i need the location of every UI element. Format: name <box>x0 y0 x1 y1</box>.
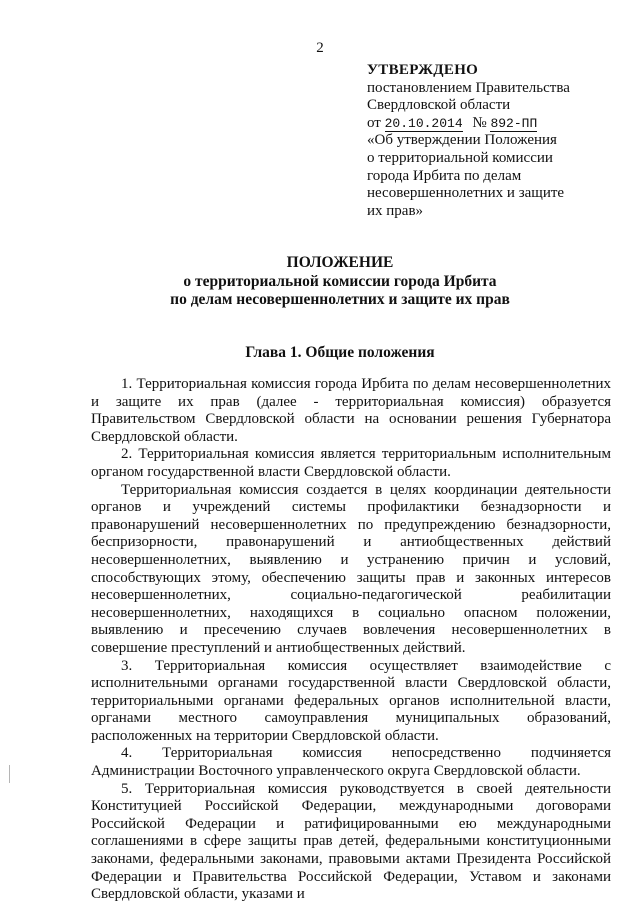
approval-number: 892-ПП <box>490 115 538 131</box>
number-prefix: № <box>472 114 487 131</box>
approval-title: УТВЕРЖДЕНО <box>367 62 479 78</box>
chapter-heading: Глава 1. Общие положения <box>245 344 435 361</box>
date-prefix: от <box>367 114 381 131</box>
paragraph-4: 4. Территориальная комиссия непосредственно подчиняется Администрации Восточного управленческого округа Свердловской области. <box>91 745 611 780</box>
document-subtitle-1: о территориальной комиссии города Ирбита <box>183 273 497 290</box>
approval-quote-3: города Ирбита по делам <box>367 167 522 184</box>
paragraph-3: 3. Территориальная комиссия осуществляет взаимодействие с исполнительными органами государственной власти Свердловской области, территориальными органами федеральных органов исполнительной власти, органами местного самоуправления муниципальных образований, расположенных на территории Свердловской области. <box>91 657 611 744</box>
paragraph-2-continued: Территориальная комиссия создается в целях координации деятельности органов и учреждений системы профилактики безнадзорности и правонарушений несовершеннолетних по предупреждению безнадзорности, беспризорности, правонарушений и антиобщественных действий несовершеннолетних, выявлению и устранению причин и условий, способствующих этому, обеспечению защиты прав и законных интересов несовершеннолетних, социально-педагогической реабилитации несовершеннолетних, находящихся в социально опасном положении, выявлению и пресечению случаев вовлечения несовершеннолетних в совершение преступлений и антиобщественных действий. <box>91 481 611 656</box>
paragraph-2: 2. Территориальная комиссия является территориальным исполнительным органом государственной власти Свердловской области. <box>91 446 611 480</box>
paragraph-1: 1. Территориальная комиссия города Ирбита по делам несовершеннолетних и защите их прав (далее - территориальная комиссия) образуется Правительством Свердловской области на основании решения Губернатора Свердловской области. <box>91 376 611 445</box>
approval-quote-2: о территориальной комиссии <box>367 149 553 166</box>
scan-artifact <box>9 765 10 783</box>
approval-date: 20.10.2014 <box>384 115 463 131</box>
page-number: 2 <box>316 40 324 56</box>
document-body <box>91 376 611 904</box>
approval-stamp <box>367 62 607 220</box>
paragraph-5: 5. Территориальная комиссия руководствуется в своей деятельности Конституцией Российской Федерации, международными договорами Российской Федерации и ратифицированными ею международными соглашениями в сфере защиты прав детей, федеральными конституционными законами, федеральными законами, правовыми актами Президента Российской Федерации и Правительства Российской Федерации, Уставом и законами Свердловской области, указами и <box>91 780 611 903</box>
approval-line-2: Свердловской области <box>367 97 511 114</box>
approval-date-line <box>367 115 607 133</box>
approval-quote-4: несовершеннолетних и защите <box>367 185 565 202</box>
document-subtitle-2: по делам несовершеннолетних и защите их прав <box>170 291 510 308</box>
approval-quote-1: «Об утверждении Положения <box>367 132 557 149</box>
approval-line-1: постановлением Правительства <box>367 79 570 96</box>
document-title: ПОЛОЖЕНИЕ <box>286 254 394 271</box>
approval-quote-5: их прав» <box>367 202 424 219</box>
